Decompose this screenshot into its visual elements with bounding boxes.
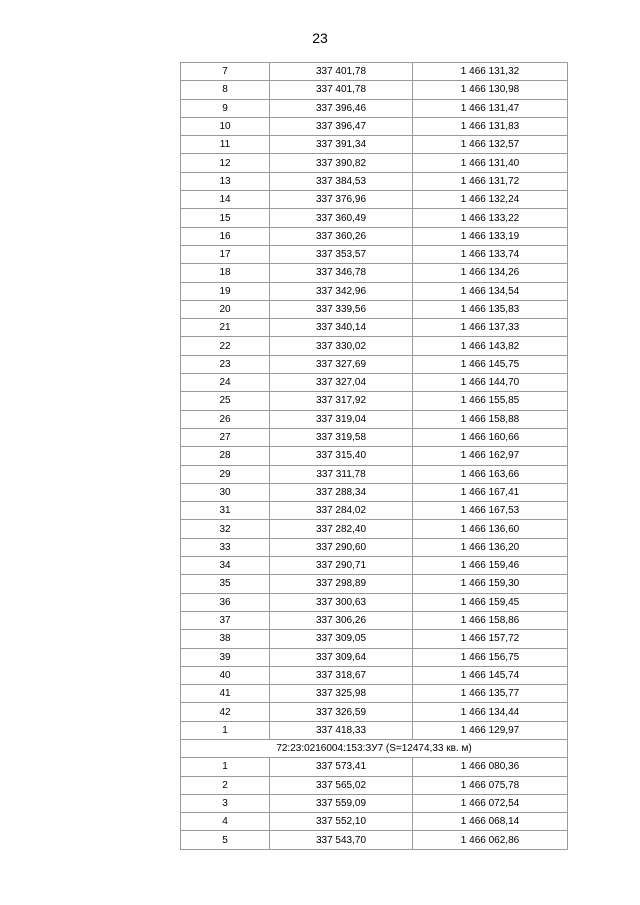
point-number-cell: 15 — [181, 209, 270, 227]
point-number-cell: 31 — [181, 502, 270, 520]
y-coordinate-cell: 1 466 129,97 — [413, 721, 568, 739]
table-row — [181, 410, 568, 428]
table-row — [181, 300, 568, 318]
x-coordinate-cell: 337 290,71 — [270, 557, 413, 575]
table-row — [181, 245, 568, 263]
y-coordinate-cell: 1 466 136,60 — [413, 520, 568, 538]
y-coordinate-cell: 1 466 131,47 — [413, 99, 568, 117]
table-row — [181, 465, 568, 483]
table-row — [181, 392, 568, 410]
y-coordinate-cell: 1 466 162,97 — [413, 447, 568, 465]
page-number: 23 — [312, 30, 328, 46]
point-number-cell: 3 — [181, 794, 270, 812]
point-number-cell: 1 — [181, 758, 270, 776]
table-row — [181, 648, 568, 666]
x-coordinate-cell: 337 300,63 — [270, 593, 413, 611]
x-coordinate-cell: 337 317,92 — [270, 392, 413, 410]
table-row — [181, 666, 568, 684]
point-number-cell: 7 — [181, 63, 270, 81]
y-coordinate-cell: 1 466 132,24 — [413, 191, 568, 209]
table-row — [181, 538, 568, 556]
point-number-cell: 24 — [181, 374, 270, 392]
x-coordinate-cell: 337 573,41 — [270, 758, 413, 776]
y-coordinate-cell: 1 466 134,44 — [413, 703, 568, 721]
y-coordinate-cell: 1 466 133,22 — [413, 209, 568, 227]
y-coordinate-cell: 1 466 133,74 — [413, 245, 568, 263]
x-coordinate-cell: 337 396,46 — [270, 99, 413, 117]
table-row — [181, 154, 568, 172]
point-number-cell: 34 — [181, 557, 270, 575]
table-row — [181, 721, 568, 739]
table-row — [181, 483, 568, 501]
table-row — [181, 227, 568, 245]
y-coordinate-cell: 1 466 163,66 — [413, 465, 568, 483]
x-coordinate-cell: 337 290,60 — [270, 538, 413, 556]
coordinates-table — [180, 62, 568, 850]
x-coordinate-cell: 337 298,89 — [270, 575, 413, 593]
y-coordinate-cell: 1 466 137,33 — [413, 319, 568, 337]
table-row — [181, 355, 568, 373]
point-number-cell: 42 — [181, 703, 270, 721]
x-coordinate-cell: 337 346,78 — [270, 264, 413, 282]
point-number-cell: 13 — [181, 172, 270, 190]
x-coordinate-cell: 337 284,02 — [270, 502, 413, 520]
table-row — [181, 557, 568, 575]
table-row — [181, 81, 568, 99]
y-coordinate-cell: 1 466 158,88 — [413, 410, 568, 428]
table-row — [181, 63, 568, 81]
table-row — [181, 136, 568, 154]
point-number-cell: 32 — [181, 520, 270, 538]
table-row — [181, 502, 568, 520]
table-row — [181, 428, 568, 446]
point-number-cell: 37 — [181, 611, 270, 629]
point-number-cell: 8 — [181, 81, 270, 99]
table-row — [181, 282, 568, 300]
x-coordinate-cell: 337 326,59 — [270, 703, 413, 721]
x-coordinate-cell: 337 282,40 — [270, 520, 413, 538]
point-number-cell: 41 — [181, 685, 270, 703]
y-coordinate-cell: 1 466 131,32 — [413, 63, 568, 81]
table-row — [181, 117, 568, 135]
coordinates-table-body-part2 — [181, 758, 568, 849]
point-number-cell: 19 — [181, 282, 270, 300]
x-coordinate-cell: 337 288,34 — [270, 483, 413, 501]
x-coordinate-cell: 337 401,78 — [270, 63, 413, 81]
point-number-cell: 38 — [181, 630, 270, 648]
table-row — [181, 611, 568, 629]
y-coordinate-cell: 1 466 062,86 — [413, 831, 568, 849]
point-number-cell: 23 — [181, 355, 270, 373]
point-number-cell: 26 — [181, 410, 270, 428]
table-row — [181, 758, 568, 776]
point-number-cell: 14 — [181, 191, 270, 209]
x-coordinate-cell: 337 342,96 — [270, 282, 413, 300]
x-coordinate-cell: 337 339,56 — [270, 300, 413, 318]
point-number-cell: 25 — [181, 392, 270, 410]
table-row — [181, 520, 568, 538]
table-row — [181, 209, 568, 227]
x-coordinate-cell: 337 315,40 — [270, 447, 413, 465]
x-coordinate-cell: 337 309,64 — [270, 648, 413, 666]
y-coordinate-cell: 1 466 131,83 — [413, 117, 568, 135]
x-coordinate-cell: 337 396,47 — [270, 117, 413, 135]
x-coordinate-cell: 337 340,14 — [270, 319, 413, 337]
table-row — [181, 447, 568, 465]
y-coordinate-cell: 1 466 167,53 — [413, 502, 568, 520]
y-coordinate-cell: 1 466 159,45 — [413, 593, 568, 611]
table-row — [181, 630, 568, 648]
table-row — [181, 99, 568, 117]
table-row — [181, 794, 568, 812]
y-coordinate-cell: 1 466 143,82 — [413, 337, 568, 355]
y-coordinate-cell: 1 466 072,54 — [413, 794, 568, 812]
table-row — [181, 172, 568, 190]
table-row — [181, 703, 568, 721]
x-coordinate-cell: 337 390,82 — [270, 154, 413, 172]
section-header-group — [181, 739, 568, 757]
y-coordinate-cell: 1 466 135,83 — [413, 300, 568, 318]
x-coordinate-cell: 337 325,98 — [270, 685, 413, 703]
point-number-cell: 4 — [181, 813, 270, 831]
y-coordinate-cell: 1 466 134,26 — [413, 264, 568, 282]
table-row — [181, 319, 568, 337]
y-coordinate-cell: 1 466 131,72 — [413, 172, 568, 190]
point-number-cell: 30 — [181, 483, 270, 501]
y-coordinate-cell: 1 466 159,30 — [413, 575, 568, 593]
x-coordinate-cell: 337 309,05 — [270, 630, 413, 648]
y-coordinate-cell: 1 466 136,20 — [413, 538, 568, 556]
point-number-cell: 36 — [181, 593, 270, 611]
point-number-cell: 9 — [181, 99, 270, 117]
y-coordinate-cell: 1 466 134,54 — [413, 282, 568, 300]
point-number-cell: 1 — [181, 721, 270, 739]
table-row — [181, 593, 568, 611]
x-coordinate-cell: 337 353,57 — [270, 245, 413, 263]
y-coordinate-cell: 1 466 145,74 — [413, 666, 568, 684]
x-coordinate-cell: 337 319,04 — [270, 410, 413, 428]
x-coordinate-cell: 337 311,78 — [270, 465, 413, 483]
section-title: 72:23:0216004:153:ЗУ7 (S=12474,33 кв. м) — [181, 739, 568, 757]
x-coordinate-cell: 337 552,10 — [270, 813, 413, 831]
x-coordinate-cell: 337 391,34 — [270, 136, 413, 154]
point-number-cell: 40 — [181, 666, 270, 684]
x-coordinate-cell: 337 565,02 — [270, 776, 413, 794]
y-coordinate-cell: 1 466 133,19 — [413, 227, 568, 245]
y-coordinate-cell: 1 466 135,77 — [413, 685, 568, 703]
point-number-cell: 17 — [181, 245, 270, 263]
y-coordinate-cell: 1 466 160,66 — [413, 428, 568, 446]
x-coordinate-cell: 337 360,49 — [270, 209, 413, 227]
x-coordinate-cell: 337 543,70 — [270, 831, 413, 849]
x-coordinate-cell: 337 418,33 — [270, 721, 413, 739]
y-coordinate-cell: 1 466 159,46 — [413, 557, 568, 575]
x-coordinate-cell: 337 376,96 — [270, 191, 413, 209]
x-coordinate-cell: 337 401,78 — [270, 81, 413, 99]
table-row — [181, 831, 568, 849]
x-coordinate-cell: 337 384,53 — [270, 172, 413, 190]
point-number-cell: 12 — [181, 154, 270, 172]
point-number-cell: 21 — [181, 319, 270, 337]
table-row — [181, 575, 568, 593]
y-coordinate-cell: 1 466 157,72 — [413, 630, 568, 648]
point-number-cell: 33 — [181, 538, 270, 556]
y-coordinate-cell: 1 466 068,14 — [413, 813, 568, 831]
point-number-cell: 18 — [181, 264, 270, 282]
point-number-cell: 20 — [181, 300, 270, 318]
table-row — [181, 776, 568, 794]
y-coordinate-cell: 1 466 130,98 — [413, 81, 568, 99]
table-row — [181, 374, 568, 392]
x-coordinate-cell: 337 360,26 — [270, 227, 413, 245]
x-coordinate-cell: 337 319,58 — [270, 428, 413, 446]
x-coordinate-cell: 337 318,67 — [270, 666, 413, 684]
point-number-cell: 5 — [181, 831, 270, 849]
y-coordinate-cell: 1 466 080,36 — [413, 758, 568, 776]
x-coordinate-cell: 337 559,09 — [270, 794, 413, 812]
point-number-cell: 10 — [181, 117, 270, 135]
x-coordinate-cell: 337 327,69 — [270, 355, 413, 373]
point-number-cell: 39 — [181, 648, 270, 666]
point-number-cell: 22 — [181, 337, 270, 355]
x-coordinate-cell: 337 330,02 — [270, 337, 413, 355]
table-row — [181, 264, 568, 282]
point-number-cell: 27 — [181, 428, 270, 446]
table-row — [181, 685, 568, 703]
y-coordinate-cell: 1 466 156,75 — [413, 648, 568, 666]
point-number-cell: 29 — [181, 465, 270, 483]
y-coordinate-cell: 1 466 144,70 — [413, 374, 568, 392]
x-coordinate-cell: 337 327,04 — [270, 374, 413, 392]
y-coordinate-cell: 1 466 132,57 — [413, 136, 568, 154]
y-coordinate-cell: 1 466 167,41 — [413, 483, 568, 501]
point-number-cell: 16 — [181, 227, 270, 245]
point-number-cell: 35 — [181, 575, 270, 593]
y-coordinate-cell: 1 466 155,85 — [413, 392, 568, 410]
table-row — [181, 813, 568, 831]
point-number-cell: 11 — [181, 136, 270, 154]
y-coordinate-cell: 1 466 075,78 — [413, 776, 568, 794]
table-row — [181, 191, 568, 209]
coordinates-table-body-part1 — [181, 63, 568, 740]
point-number-cell: 28 — [181, 447, 270, 465]
x-coordinate-cell: 337 306,26 — [270, 611, 413, 629]
table-row — [181, 337, 568, 355]
y-coordinate-cell: 1 466 158,86 — [413, 611, 568, 629]
section-header-row — [181, 739, 568, 757]
y-coordinate-cell: 1 466 131,40 — [413, 154, 568, 172]
point-number-cell: 2 — [181, 776, 270, 794]
y-coordinate-cell: 1 466 145,75 — [413, 355, 568, 373]
